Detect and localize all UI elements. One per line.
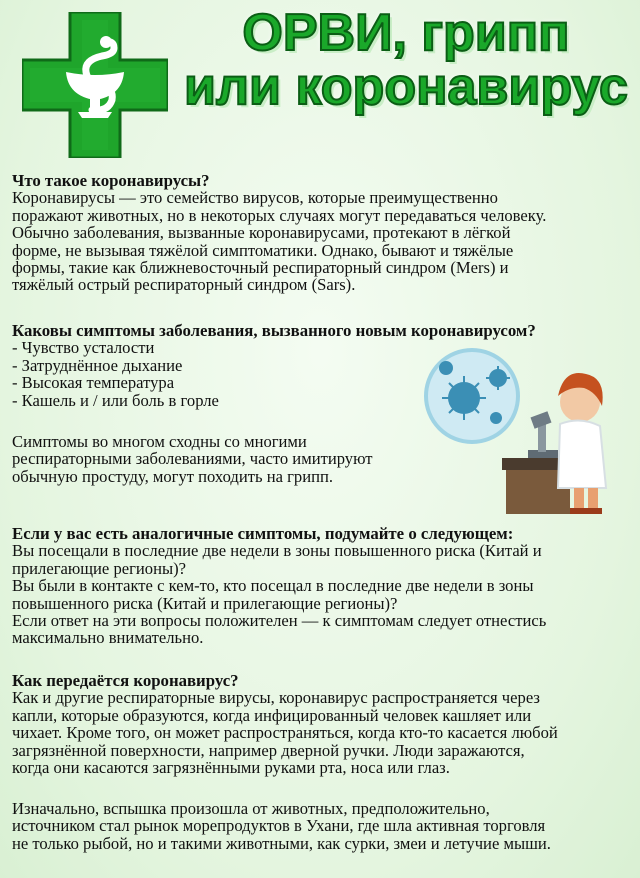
text-line: поражают животных, но в некоторых случаях могут передаваться человеку. xyxy=(12,205,547,225)
text-line: Изначально, вспышка произошла от животных, предположительно, xyxy=(12,799,490,818)
text-line: обычную простуду, могут походить на грипп. xyxy=(12,466,333,486)
section-heading: Если у вас есть аналогичные симптомы, подумайте о следующем: xyxy=(12,524,514,543)
text-line: Вы были в контакте с кем-то, кто посещал в последние две недели в зоны xyxy=(12,576,534,596)
text-line: источником стал рынок морепродуктов в Ухани, где шла активная торговля xyxy=(12,816,546,836)
section-origin xyxy=(12,800,632,852)
text-line: Обычно заболевания, вызванные коронавирусами, протекают в лёгкой xyxy=(12,223,511,243)
text-line: респираторными заболеваниями, часто имитируют xyxy=(12,449,373,469)
text-line: прилегающие регионы)? xyxy=(12,558,187,578)
text-line: максимально внимательно. xyxy=(12,628,204,648)
text-line: загрязнённой поверхности, например дверной ручки. Люди заражаются, xyxy=(12,740,525,760)
section-if-symptoms xyxy=(12,525,632,647)
section-heading: Что такое коронавирусы? xyxy=(12,171,210,190)
text-line: Симптомы во многом сходны со многими xyxy=(12,432,307,451)
section-transmission xyxy=(12,672,632,776)
text-line: формы, такие как ближневосточный респираторный синдром (Mers) и xyxy=(12,258,509,278)
title-line-2: или коронавирус xyxy=(184,58,628,116)
scientist-microscope-virus-icon xyxy=(424,338,624,518)
text-line: не только рыбой, но и такими животными, как сурки, змеи и летучие мыши. xyxy=(12,833,551,853)
page-title xyxy=(176,6,636,114)
list-item: - Высокая температура xyxy=(12,373,175,393)
list-item: - Кашель и / или боль в горле xyxy=(12,390,219,410)
section-heading: Каковы симптомы заболевания, вызванного новым коронавирусом? xyxy=(12,321,536,340)
section-heading: Как передаётся коронавирус? xyxy=(12,671,239,690)
symptoms-note xyxy=(12,433,412,485)
text-line: форме, не вызывая тяжёлой симптоматики. Однако, бывают и тяжёлые xyxy=(12,240,514,260)
title-line-1: ОРВИ, грипп xyxy=(242,4,570,62)
text-line: когда они касаются загрязнёнными руками рта, носа или глаз. xyxy=(12,758,450,778)
text-line: повышенного риска (Китай и прилегающие регионы)? xyxy=(12,593,398,613)
text-line: Коронавирусы — это семейство вирусов, которые преимущественно xyxy=(12,188,498,208)
text-line: Как и другие респираторные вирусы, коронавирус распространяется через xyxy=(12,688,540,708)
text-line: чихает. Кроме того, он может распространяться, когда кто-то касается любой xyxy=(12,723,558,743)
text-line: Если ответ на эти вопросы положителен — к симптомам следует отнестись xyxy=(12,611,547,631)
list-item: - Чувство усталости xyxy=(12,338,155,358)
pharmacy-cross-icon xyxy=(22,12,168,158)
text-line: тяжёлый острый респираторный синдром (Sars). xyxy=(12,275,356,295)
list-item: - Затруднённое дыхание xyxy=(12,355,183,375)
text-line: Вы посещали в последние две недели в зоны повышенного риска (Китай и xyxy=(12,541,542,561)
section-what-is-coronavirus xyxy=(12,172,612,294)
text-line: капли, которые образуются, когда инфицированный человек кашляет или xyxy=(12,705,532,725)
